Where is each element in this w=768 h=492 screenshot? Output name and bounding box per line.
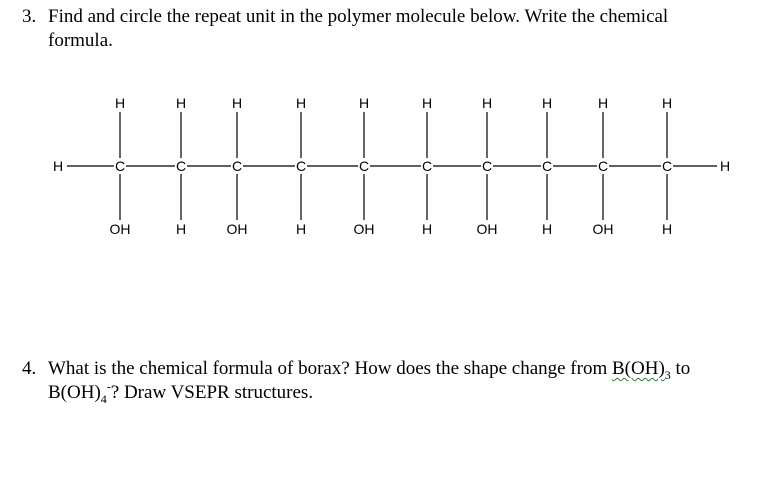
carbon-atom: C <box>597 158 609 174</box>
subscript: 3 <box>664 367 671 382</box>
carbon-atom: C <box>661 158 673 174</box>
end-hydrogen-left: H <box>52 158 64 174</box>
bond-lines <box>67 112 717 220</box>
bottom-substituent: H <box>295 221 307 237</box>
end-hydrogen-right: H <box>719 158 731 174</box>
question-number: 3. <box>22 6 37 27</box>
question-text-line-1 <box>48 357 690 380</box>
top-substituent: H <box>114 95 126 111</box>
question-number: 4. <box>22 358 37 379</box>
bottom-substituent: OH <box>592 221 614 237</box>
bottom-substituent: OH <box>226 221 248 237</box>
text-segment: B(OH) <box>612 358 665 379</box>
bottom-substituent: H <box>661 221 673 237</box>
carbon-atom: C <box>421 158 433 174</box>
carbon-atom: C <box>358 158 370 174</box>
bottom-substituent: OH <box>476 221 498 237</box>
carbon-atom: C <box>541 158 553 174</box>
superscript: - <box>106 379 111 394</box>
top-substituent: H <box>231 95 243 111</box>
top-substituent: H <box>358 95 370 111</box>
bottom-substituent: OH <box>353 221 375 237</box>
carbon-atom: C <box>481 158 493 174</box>
bottom-substituent: OH <box>109 221 131 237</box>
top-substituent: H <box>661 95 673 111</box>
top-substituent: H <box>541 95 553 111</box>
top-substituent: H <box>175 95 187 111</box>
text-segment: B(OH) <box>48 382 101 403</box>
text-segment: to <box>670 358 691 379</box>
question-text-line-2 <box>48 381 313 404</box>
top-substituent: H <box>421 95 433 111</box>
top-substituent: H <box>597 95 609 111</box>
question-text-line-1: Find and circle the repeat unit in the polymer molecule below. Write the chemical <box>48 6 669 27</box>
bottom-substituent: H <box>175 221 187 237</box>
carbon-atom: C <box>231 158 243 174</box>
text-segment: ? Draw VSEPR structures. <box>110 382 314 403</box>
text-segment: What is the chemical formula of borax? How does the shape change from <box>48 358 612 379</box>
carbon-atom: C <box>175 158 187 174</box>
carbon-atom: C <box>114 158 126 174</box>
bottom-substituent: H <box>421 221 433 237</box>
top-substituent: H <box>295 95 307 111</box>
bottom-substituent: H <box>541 221 553 237</box>
subscript: 4 <box>100 391 107 406</box>
top-substituent: H <box>481 95 493 111</box>
question-text-line-2: formula. <box>48 30 113 51</box>
formula-boric-acid <box>612 358 671 382</box>
carbon-atom: C <box>295 158 307 174</box>
